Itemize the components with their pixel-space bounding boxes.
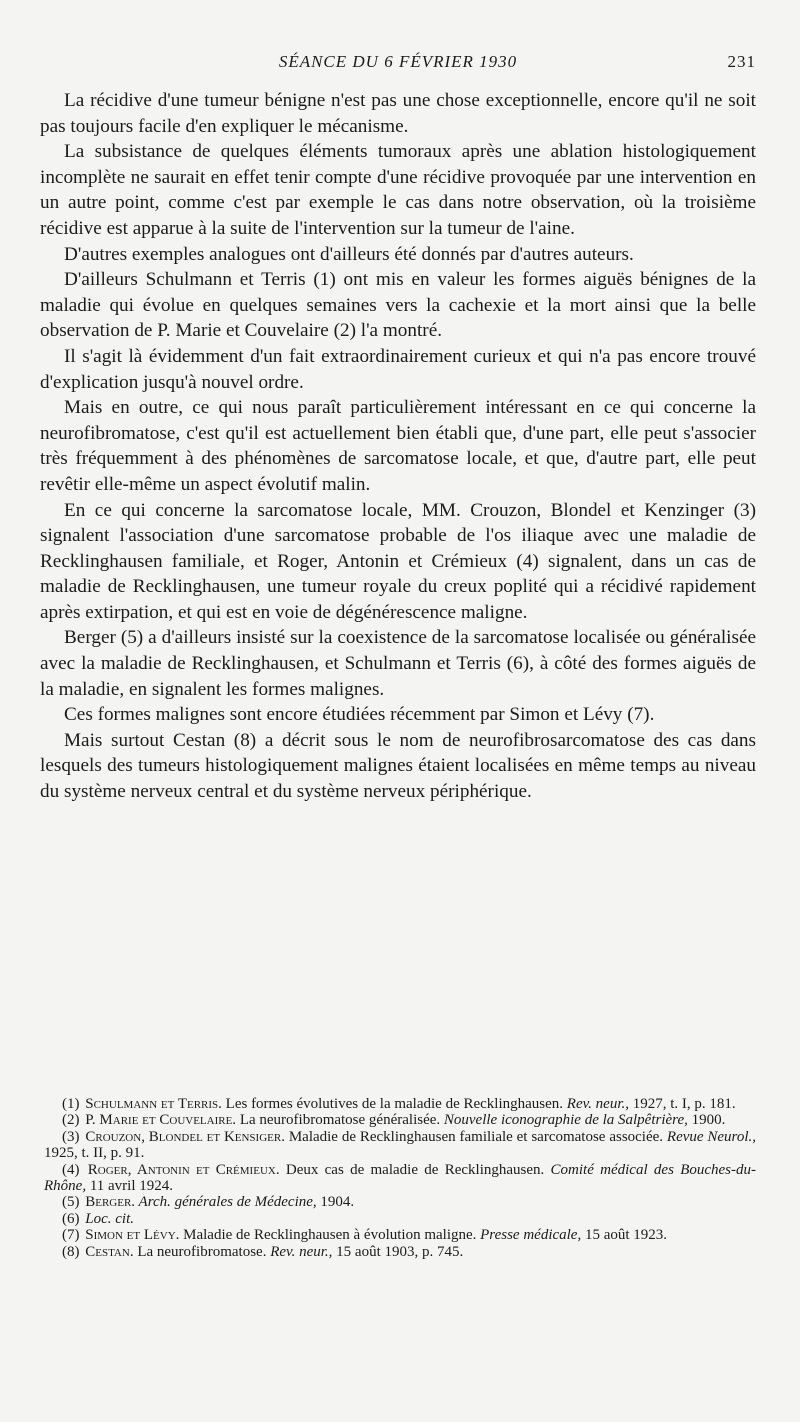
footnote xyxy=(44,1244,756,1260)
footnote-number: (3) xyxy=(62,1128,80,1145)
footnote xyxy=(44,1112,756,1128)
footnote-authors: P. Marie et Couvelaire. xyxy=(85,1112,237,1129)
paragraph: Il s'agit là évidemment d'un fait extraordinairement curieux et qui n'a pas encore trouvé d'explication jusqu'à nouvel ordre. xyxy=(40,345,756,393)
footnote-title: Maladie de Recklinghausen à évolution maligne. xyxy=(179,1227,477,1244)
footnote-source: Nouvelle iconographie de la Salpêtrière, xyxy=(440,1112,688,1129)
footnote-title: La neurofibromatose généralisée. xyxy=(236,1112,441,1129)
footnote-source: Loc. cit. xyxy=(85,1210,134,1227)
footnotes xyxy=(44,1096,756,1260)
footnote xyxy=(44,1211,756,1227)
footnote-title: Deux cas de maladie de Recklinghausen. xyxy=(279,1161,545,1178)
footnote-number: (7) xyxy=(62,1227,80,1244)
footnote xyxy=(44,1227,756,1243)
paragraph: Mais en outre, ce qui nous paraît particulièrement intéressant en ce qui concerne la neurofibromatose, c'est qu'il est actuellement bien établi que, d'une part, elle peut s'associer très fréquemment à des phénomènes de sarcomatose locale, et que, d'autre part, elle peut revêtir elle-même un aspect évolutif malin. xyxy=(40,397,756,495)
footnote-number: (5) xyxy=(62,1194,80,1211)
footnote-source: Rev. neur., xyxy=(266,1243,333,1260)
paragraph: Berger (5) a d'ailleurs insisté sur la coexistence de la sarcomatose localisée ou généralisée avec la maladie de Recklinghausen, et Schulmann et Terris (6), à côté des formes aiguës de la maladie, en signalent les formes malignes. xyxy=(40,627,756,700)
footnote-details: 1900. xyxy=(687,1112,726,1129)
footnote xyxy=(44,1162,756,1195)
footnote-authors: Berger. xyxy=(85,1194,136,1211)
paragraph: En ce qui concerne la sarcomatose locale, MM. Crouzon, Blondel et Kenzinger (3) signalent l'association d'une sarcomatose probable de l'os iliaque avec une maladie de Recklinghausen familiale, et Roger, Antonin et Crémieux (4) signalent, dans un cas de maladie de Recklinghausen, une tumeur royale du creux poplité qui a récidivé rapidement après extirpation, et qui est en voie de dégénérescence maligne. xyxy=(40,499,756,623)
page-header xyxy=(40,52,756,80)
footnote-number: (8) xyxy=(62,1243,80,1260)
paragraph: D'ailleurs Schulmann et Terris (1) ont mis en valeur les formes aiguës bénignes de la maladie qui évolue en quelques semaines vers la cachexie et la mort ainsi que la belle observation de P. Marie et Couvelaire (2) l'a montré. xyxy=(40,269,756,342)
footnote-source: Comité médical des Bouches-du-Rhône, xyxy=(44,1161,756,1195)
footnote-title: La neurofibromatose. xyxy=(133,1243,267,1260)
footnote-details: 11 avril 1924. xyxy=(86,1178,174,1195)
footnote-authors: Crouzon, Blondel et Kensiger. xyxy=(85,1128,285,1145)
footnote-details: 1925, t. II, p. 91. xyxy=(44,1145,145,1162)
footnote-authors: Simon et Lévy. xyxy=(85,1227,180,1244)
paragraph: Ces formes malignes sont encore étudiées récemment par Simon et Lévy (7). xyxy=(64,704,655,726)
footnote xyxy=(44,1129,756,1162)
footnote-number: (1) xyxy=(62,1096,80,1112)
footnote-title: Les formes évolutives de la maladie de Recklinghausen. xyxy=(221,1096,564,1112)
footnote-details: 1927, t. I, p. 181. xyxy=(629,1096,736,1112)
footnote-details: 15 août 1923. xyxy=(581,1227,668,1244)
footnote-authors: Schulmann et Terris. xyxy=(85,1096,222,1112)
footnote-details: 1904. xyxy=(316,1194,355,1211)
footnote-number: (4) xyxy=(62,1161,80,1178)
footnote xyxy=(44,1096,756,1112)
footnote-source: Revue Neurol., xyxy=(663,1128,757,1145)
footnote-source: Arch. générales de Médecine, xyxy=(135,1194,317,1211)
article-body xyxy=(40,88,756,805)
footnote-source: Rev. neur., xyxy=(563,1096,629,1112)
running-title: SÉANCE DU 6 FÉVRIER 1930 xyxy=(278,52,518,71)
footnote-number: (6) xyxy=(62,1210,80,1227)
footnote-number: (2) xyxy=(62,1112,80,1129)
footnote-authors: Cestan. xyxy=(85,1243,134,1260)
paragraph: D'autres exemples analogues ont d'ailleurs été donnés par d'autres auteurs. xyxy=(64,243,634,265)
footnote xyxy=(44,1194,756,1210)
paragraph: La récidive d'une tumeur bénigne n'est pas une chose exceptionnelle, encore qu'il ne soit pas toujours facile d'en expliquer le mécanisme. xyxy=(40,90,756,137)
page-number: 231 xyxy=(727,52,756,71)
footnote-details: 15 août 1903, p. 745. xyxy=(332,1243,464,1260)
paragraph: Mais surtout Cestan (8) a décrit sous le nom de neurofibrosarcomatose des cas dans lesquels des tumeurs histologiquement malignes étaient localisées en même temps au niveau du système nerveux central et du système nerveux périphérique. xyxy=(40,729,756,803)
footnote-authors: Roger, Antonin et Crémieux. xyxy=(87,1161,280,1178)
footnote-title: Maladie de Recklinghausen familiale et sarcomatose associée. xyxy=(284,1128,664,1145)
footnote-source: Presse médicale, xyxy=(476,1227,582,1244)
paragraph: La subsistance de quelques éléments tumoraux après une ablation histologiquement incomplète ne saurait en effet tenir compte d'une récidive provoquée par une intervention en un autre point, comme c'est par exemple le cas dans notre observation, où la troisième récidive est apparue à la suite de l'intervention sur la tumeur de l'aine. xyxy=(40,141,756,239)
